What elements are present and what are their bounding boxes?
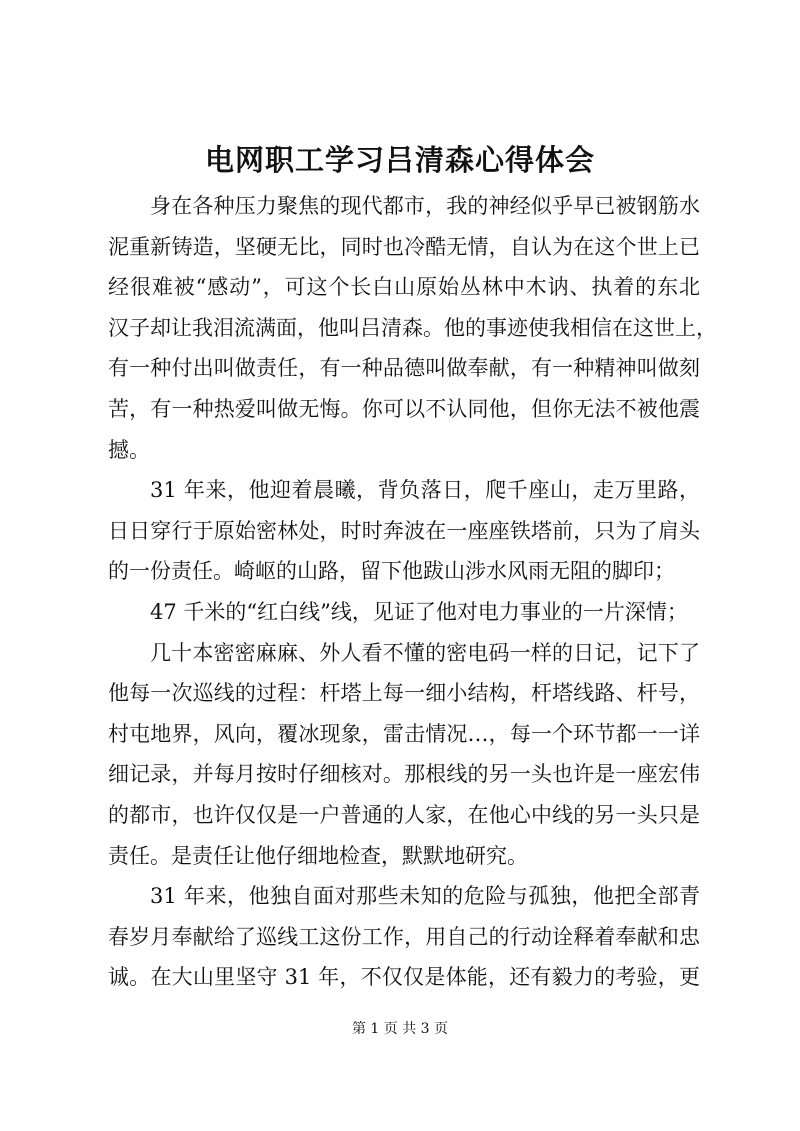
paragraph-line: 日日穿行于原始密林处，时时奔波在一座座铁塔前，只为了肩头 [108,518,700,543]
paragraph-line: 细记录，并每月按时仔细核对。那根线的另一头也许是一座宏伟 [108,762,700,787]
paragraph-line: 村屯地界，风向，覆冰现象，雷击情况…，每一个环节都一一详 [108,721,700,746]
paragraph-line: 身在各种压力聚焦的现代都市，我的神经似乎早已被钢筋水 [150,194,700,218]
paragraph-line: 几十本密密麻麻、外人看不懂的密电码一样的日记，记下了 [150,640,700,665]
paragraph-line: 春岁月奉献给了巡线工这份工作，用自己的行动诠释着奉献和忠 [108,924,700,949]
paragraph-line: 汉子却让我泪流满面，他叫吕清森。他的事迹使我相信在这世上， [108,315,717,340]
paragraph-line: 的一份责任。崎岖的山路，留下他跋山涉水风雨无阻的脚印； [108,559,675,584]
paragraph-line: 诚。在大山里坚守 31 年，不仅仅是体能，还有毅力的考验，更 [108,965,700,990]
paragraph-line: 撼。 [108,437,150,462]
paragraph-line: 31 年来，他独自面对那些未知的危险与孤独，他把全部青 [150,884,700,909]
paragraph-line: 经很难被“感动”，可这个长白山原始丛林中木讷、执着的东北 [108,275,700,300]
paragraph-line: 责任。是责任让他仔细地检查，默默地研究。 [108,843,528,868]
document-body [108,186,717,998]
paragraph-line: 31 年来，他迎着晨曦，背负落日，爬千座山，走万里路， [150,478,700,503]
page-number-footer: 第 1 页 共 3 页 [351,1021,449,1037]
paragraph-line: 的都市，也许仅仅是一户普通的人家，在他心中线的另一头只是 [108,802,700,827]
paragraph-line: 他每一次巡线的过程：杆塔上每一细小结构，杆塔线路、杆号， [108,681,700,706]
paragraph-line: 泥重新铸造，坚硬无比，同时也冷酷无情，自认为在这个世上已 [108,234,700,259]
paragraph-line: 47 千米的“红白线”线，见证了他对电力事业的一片深情； [150,599,688,624]
paragraph-line: 苦，有一种热爱叫做无悔。你可以不认同他，但你无法不被他震 [108,396,700,421]
document-title: 电网职工学习吕清森心得体会 [204,143,595,177]
paragraph-line: 有一种付出叫做责任，有一种品德叫做奉献，有一种精神叫做刻 [108,356,700,381]
